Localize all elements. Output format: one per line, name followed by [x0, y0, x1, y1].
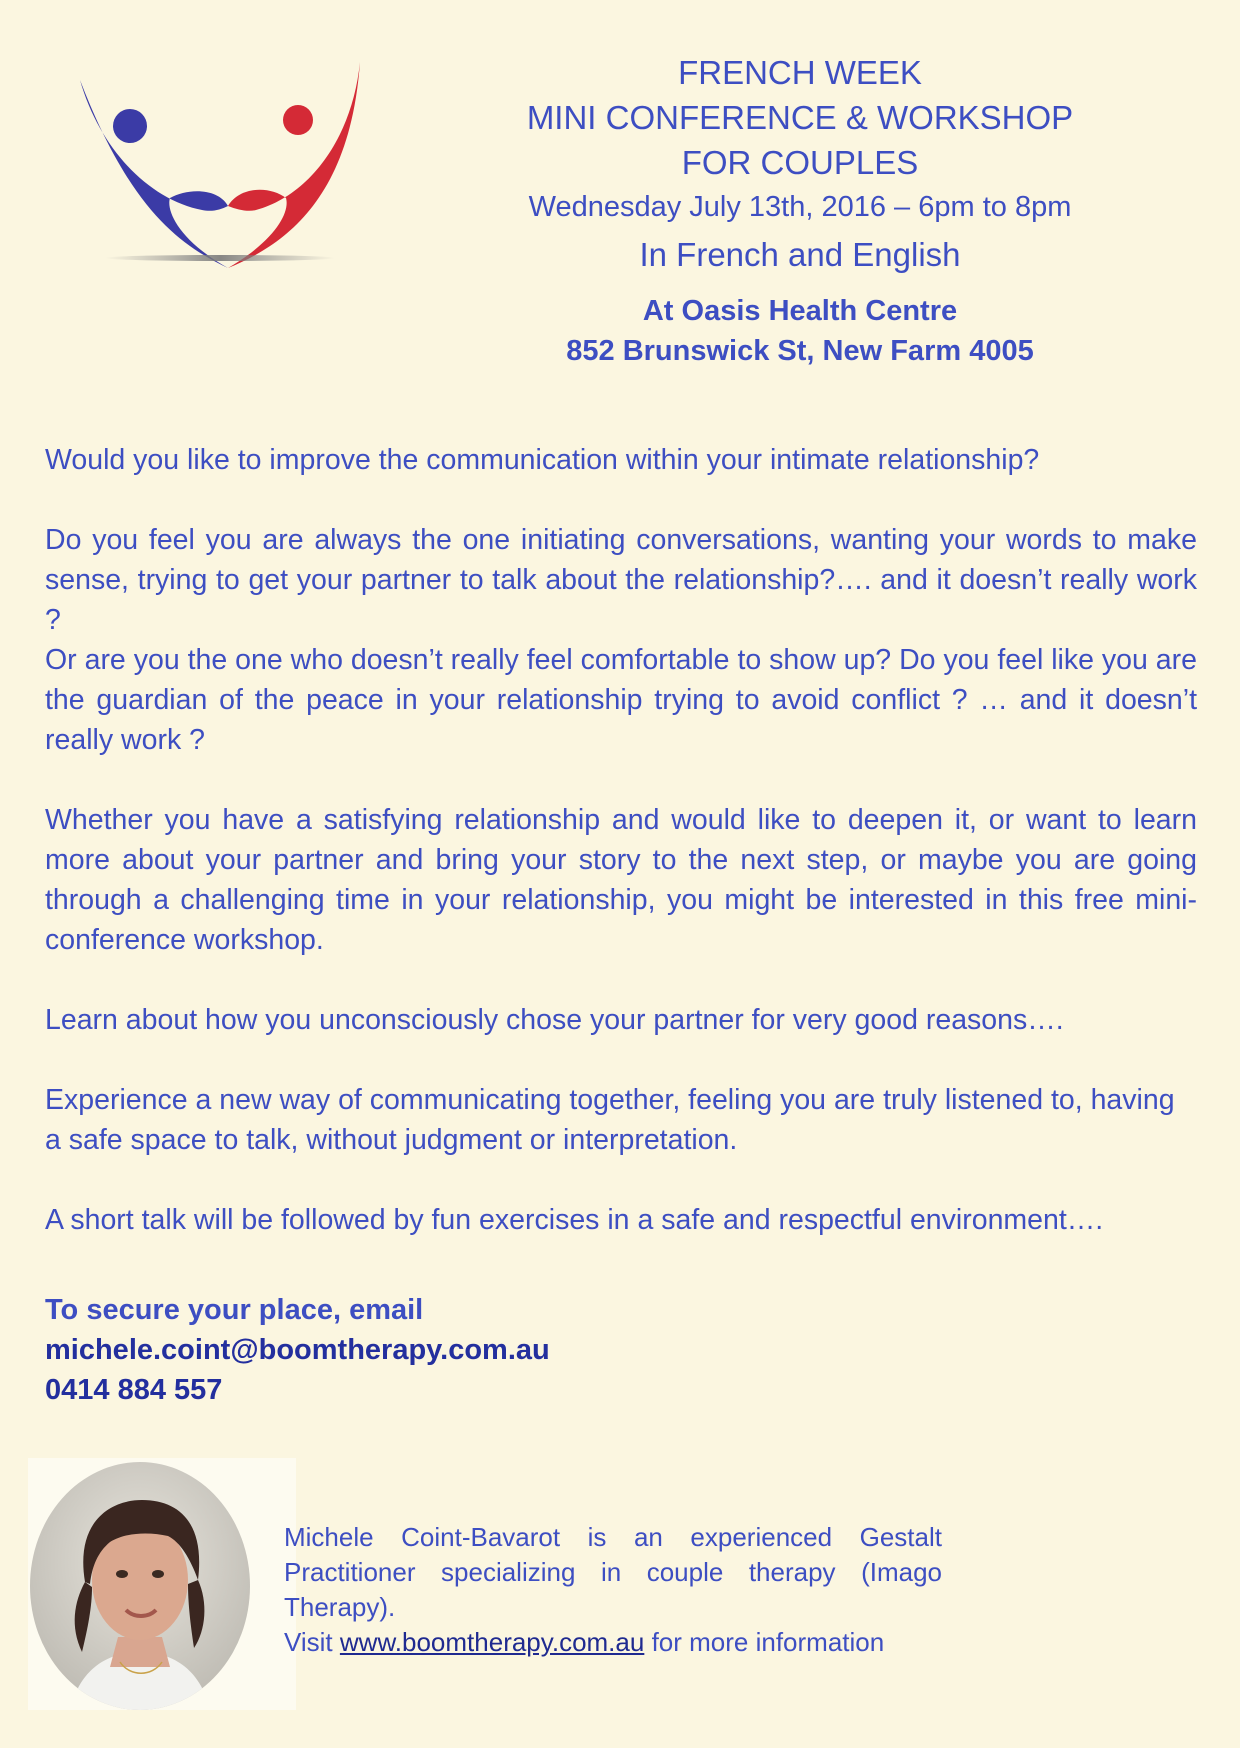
paragraph-6: Experience a new way of communicating together, feeling you are truly listened to, having a safe space to talk, without judgment or interpretation.	[45, 1084, 1175, 1156]
paragraph-5: Learn about how you unconsciously chose your partner for very good reasons….	[45, 1004, 1064, 1036]
logo-shadow	[105, 255, 335, 261]
body-text	[45, 440, 1197, 1240]
paragraph-4: Whether you have a satisfying relationship and would like to deepen it, or want to learn more about your partner and bring your story to the next step, or maybe you are going through a challenging time in your relationship, you might be interested in this free mini-conference workshop.	[45, 804, 1197, 956]
logo-right-head	[283, 105, 313, 135]
portrait-photo	[30, 1462, 250, 1710]
header-line-2: MINI CONFERENCE & WORKSHOP	[526, 99, 1074, 136]
visit-prefix: Visit	[284, 1627, 333, 1657]
contact-email[interactable]: michele.coint@boomtherapy.com.au	[45, 1334, 550, 1366]
paragraph-3: Or are you the one who doesn’t really feel comfortable to show up? Do you feel like you are the guardian of the peace in your relationship trying to avoid conflict ? … and it doesn’t really work ?	[45, 644, 1197, 756]
paragraph-1: Would you like to improve the communication within your intimate relationship?	[45, 444, 1040, 476]
logo-left-head	[113, 109, 147, 143]
header-line-3: FOR COUPLES	[681, 144, 919, 181]
website-link[interactable]: www.boomtherapy.com.au	[339, 1627, 645, 1657]
bio-visit-line	[284, 1625, 942, 1660]
header-line-1: FRENCH WEEK	[678, 54, 922, 91]
bio-block	[284, 1520, 942, 1660]
contact-cta: To secure your place, email	[45, 1294, 424, 1326]
logo-left-figure	[80, 80, 228, 268]
event-date: Wednesday July 13th, 2016 – 6pm to 8pm	[528, 191, 1072, 223]
contact-block	[45, 1290, 550, 1410]
event-header	[440, 50, 1160, 371]
event-language: In French and English	[639, 236, 961, 273]
couple-heart-logo-icon	[70, 60, 410, 300]
logo-right-figure	[228, 62, 360, 268]
contact-phone[interactable]: 0414 884 557	[45, 1374, 223, 1406]
paragraph-7: A short talk will be followed by fun exercises in a safe and respectful environment….	[45, 1204, 1104, 1236]
visit-suffix: for more information	[651, 1627, 885, 1657]
paragraph-2: Do you feel you are always the one initiating conversations, wanting your words to make sense, trying to get your partner to talk about the relationship?…. and it doesn’t really work ?	[45, 524, 1197, 636]
venue-address: 852 Brunswick St, New Farm 4005	[566, 335, 1034, 367]
bio-text: Michele Coint-Bavarot is an experienced Gestalt Practitioner specializing in couple therapy (Imago Therapy).	[284, 1522, 942, 1622]
venue-name: At Oasis Health Centre	[642, 295, 958, 327]
